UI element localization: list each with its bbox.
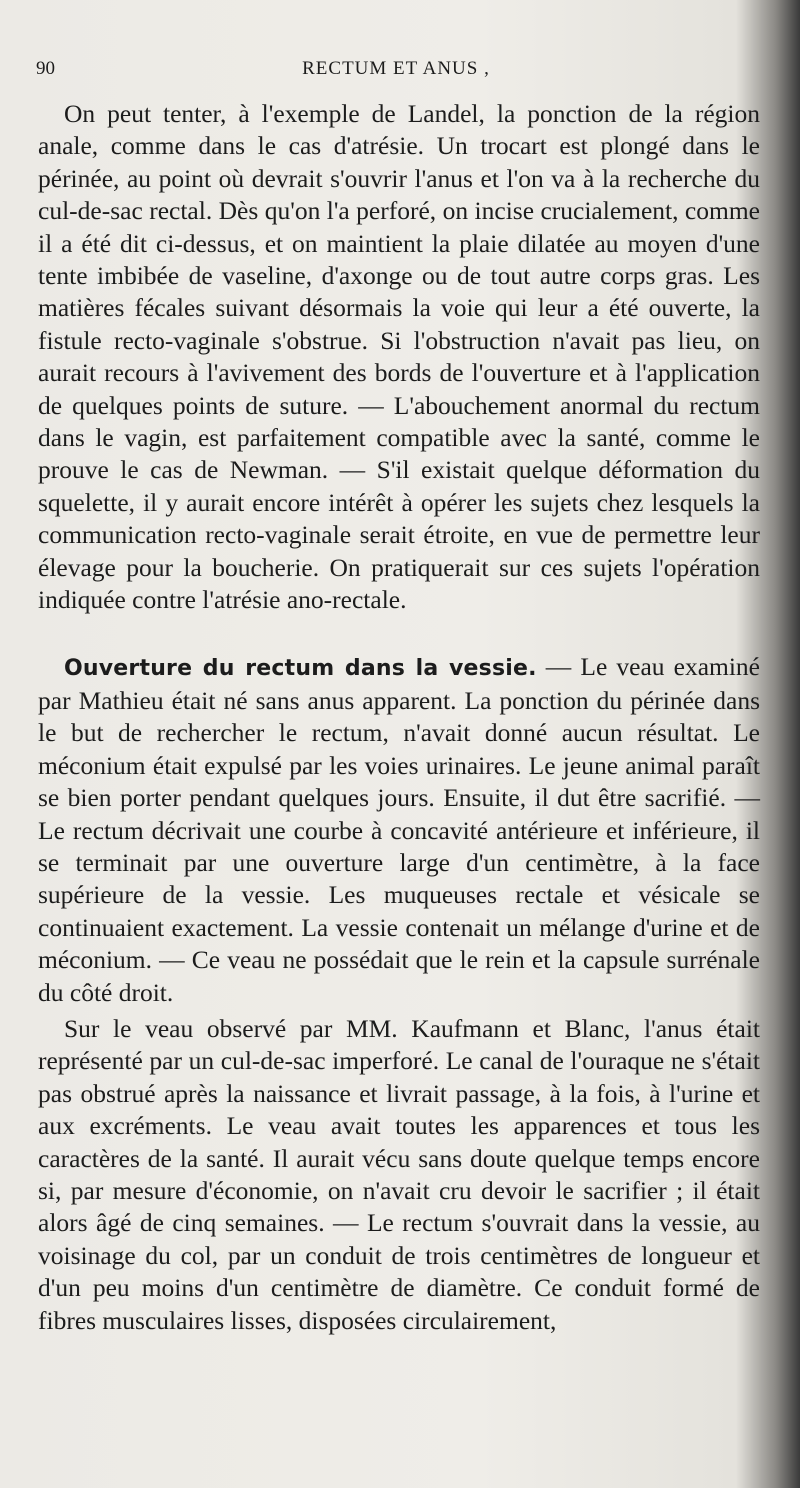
page-header (36, 58, 756, 88)
paragraph-landel-puncture: On peut tenter, à l'exemple de Landel, la ponction de la région anale, comme dans le cas d'atrésie. Un trocart est plongé dans le périnée, au point où devrait s'ouvrir l'anus et l'on va à la recherche du cul-de-sac rectal. Dès qu'on l'a perforé, on incise crucialement, comme il a été dit ci-dessus, et on maintient la plaie dilatée au moyen d'une tente imbibée de vaseline, d'axonge ou de tout autre corps gras. Les matières fécales suivant désormais la voie qui leur a été ouverte, la fistule recto-vaginale s'obstrue. Si l'obstruction n'avait pas lieu, on aurait recours à l'avivement des bords de l'ouverture et à l'application de quelques points de suture. — L'abouchement anormal du rectum dans le vagin, est parfaitement compatible avec la santé, comme le prouve le cas de Newman. — S'il existait quelque déformation du squelette, il y aurait encore intérêt à opérer les sujets chez lesquels la communication recto-vaginale serait étroite, en vue de permettre leur élevage pour la boucherie. On pratiquerait sur ces sujets l'opération indiquée contre l'atrésie ano-rectale. (38, 99, 760, 615)
page-number: 90 (36, 58, 55, 79)
body-text (38, 98, 760, 1337)
running-title: RECTUM ET ANUS , (302, 58, 490, 79)
section-heading: Ouverture du rectum dans la vessie. (64, 655, 537, 681)
paragraph-rectum-bladder-text: — Le veau examiné par Mathieu était né sans anus apparent. La ponction du périnée dans le but de rechercher le rectum, n'avait donné aucun résultat. Le méconium était expulsé par les voies urinaires. Le jeune animal paraît se bien porter pendant quelques jours. Ensuite, il dut être sacrifié. — Le rectum décrivait une courbe à concavité antérieure et inférieure, il se terminait par une ouverture large d'un centimètre, à la face supérieure de la vessie. Les muqueuses rectale et vésicale se continuaient exactement. La vessie contenait un mélange d'urine et de méconium. — Ce veau ne possédait que le rein et la capsule surrénale du côté droit. (38, 651, 760, 1007)
paragraph-rectum-bladder (38, 651, 760, 1009)
paragraph-kaufmann-blanc: Sur le veau observé par MM. Kaufmann et Blanc, l'anus était représenté par un cul-de-sac imperforé. Le canal de l'ouraque ne s'était pas obstrué après la naissance et livrait passage, à la fois, à l'urine et aux excréments. Le veau avait toutes les apparences et tous les caractères de la santé. Il aurait vécu sans doute quelque temps encore si, par mesure d'économie, on n'avait cru devoir le sacrifier ; il était alors âgé de cinq semaines. — Le rectum s'ouvrait dans la vessie, au voisinage du col, par un conduit de trois centimètres de longueur et d'un peu moins d'un centimètre de diamètre. Ce conduit formé de fibres musculaires lisses, disposées circulairement, (38, 1013, 760, 1335)
